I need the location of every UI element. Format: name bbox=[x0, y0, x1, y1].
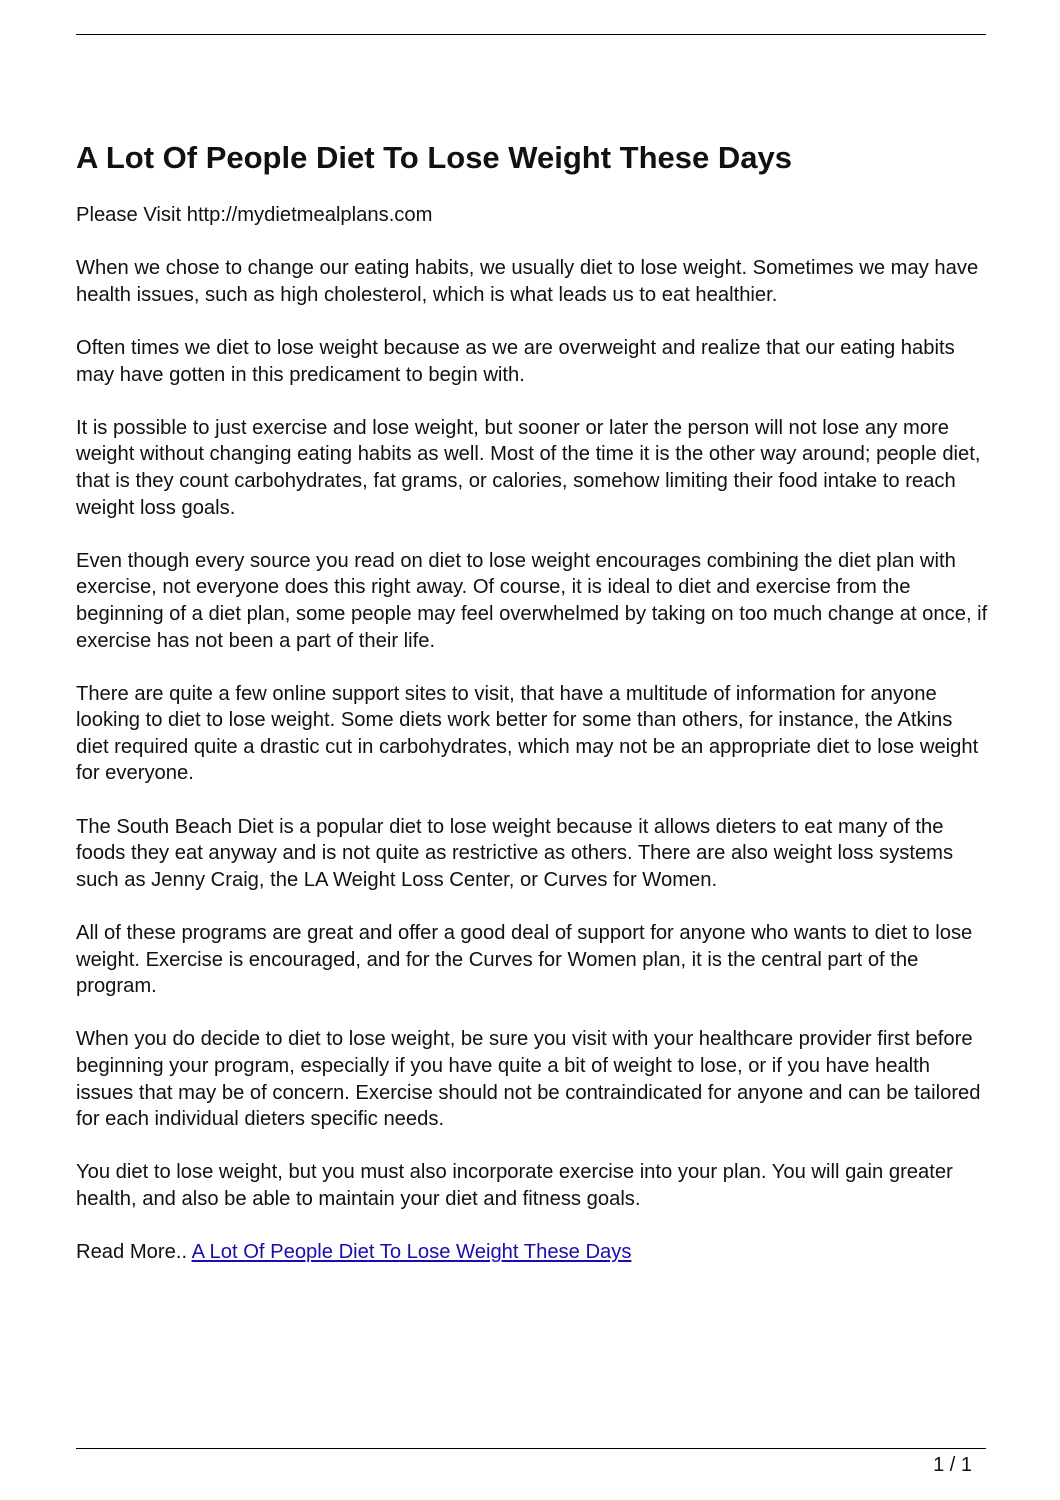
read-more-prefix: Read More.. bbox=[76, 1241, 192, 1264]
paragraph-1: When we chose to change our eating habits, we usually diet to lose weight. Sometimes we may have health issues, such as high cholesterol, which is what leads us to eat healthier. bbox=[76, 257, 979, 306]
header-rule bbox=[76, 34, 986, 35]
page-number: 1 / 1 bbox=[933, 1454, 972, 1476]
paragraph-4: Even though every source you read on diet to lose weight encourages combining the diet plan with exercise, not everyone does this right away. Of course, it is ideal to diet and exercise from the beginning of a diet plan, some people may feel overwhelmed by taking on too much change at once, if exercise has not been a part of their life. bbox=[76, 549, 988, 652]
paragraph-2: Often times we diet to lose weight because as we are overweight and realize that our eating habits may have gotten in this predicament to begin with. bbox=[76, 336, 955, 386]
paragraph-5: There are quite a few online support sites to visit, that have a multitude of information for anyone looking to diet to lose weight. Some diets work better for some than others, for instance, the Atkins diet required quite a drastic cut in carbohydrates, which may not be an appropriate diet to lose weight for everyone. bbox=[76, 682, 979, 785]
page-title: A Lot Of People Diet To Lose Weight These Days bbox=[76, 140, 792, 175]
paragraph-6: The South Beach Diet is a popular diet to lose weight because it allows dieters to eat many of the foods they eat anyway and is not quite as restrictive as others. There are also weight loss systems such as Jenny Craig, the LA Weight Loss Center, or Curves for Women. bbox=[76, 815, 954, 891]
paragraph-9: You diet to lose weight, but you must also incorporate exercise into your plan. You will gain greater health, and also be able to maintain your diet and fitness goals. bbox=[76, 1161, 953, 1210]
paragraph-3: It is possible to just exercise and lose weight, but sooner or later the person will not lose any more weight without changing eating habits as well. Most of the time it is the other way around; people diet, that is they count carbohydrates, fat grams, or calories, somehow limiting their food intake to reach weight loss goals. bbox=[76, 416, 981, 519]
visit-line: Please Visit http://mydietmealplans.com bbox=[76, 204, 433, 226]
document-body bbox=[76, 138, 988, 1266]
paragraph-8: When you do decide to diet to lose weight, be sure you visit with your healthcare provider first before beginning your program, especially if you have quite a bit of weight to lose, or if you have health issues that may be of concern. Exercise should not be contraindicated for anyone and can be tailored for each individual dieters specific needs. bbox=[76, 1028, 981, 1131]
paragraph-7: All of these programs are great and offer a good deal of support for anyone who wants to diet to lose weight. Exercise is encouraged, and for the Curves for Women plan, it is the central part of the program. bbox=[76, 922, 973, 998]
read-more-link[interactable]: A Lot Of People Diet To Lose Weight These Days bbox=[191, 1241, 632, 1264]
read-more-line bbox=[76, 1239, 988, 1266]
footer-rule bbox=[76, 1448, 986, 1449]
